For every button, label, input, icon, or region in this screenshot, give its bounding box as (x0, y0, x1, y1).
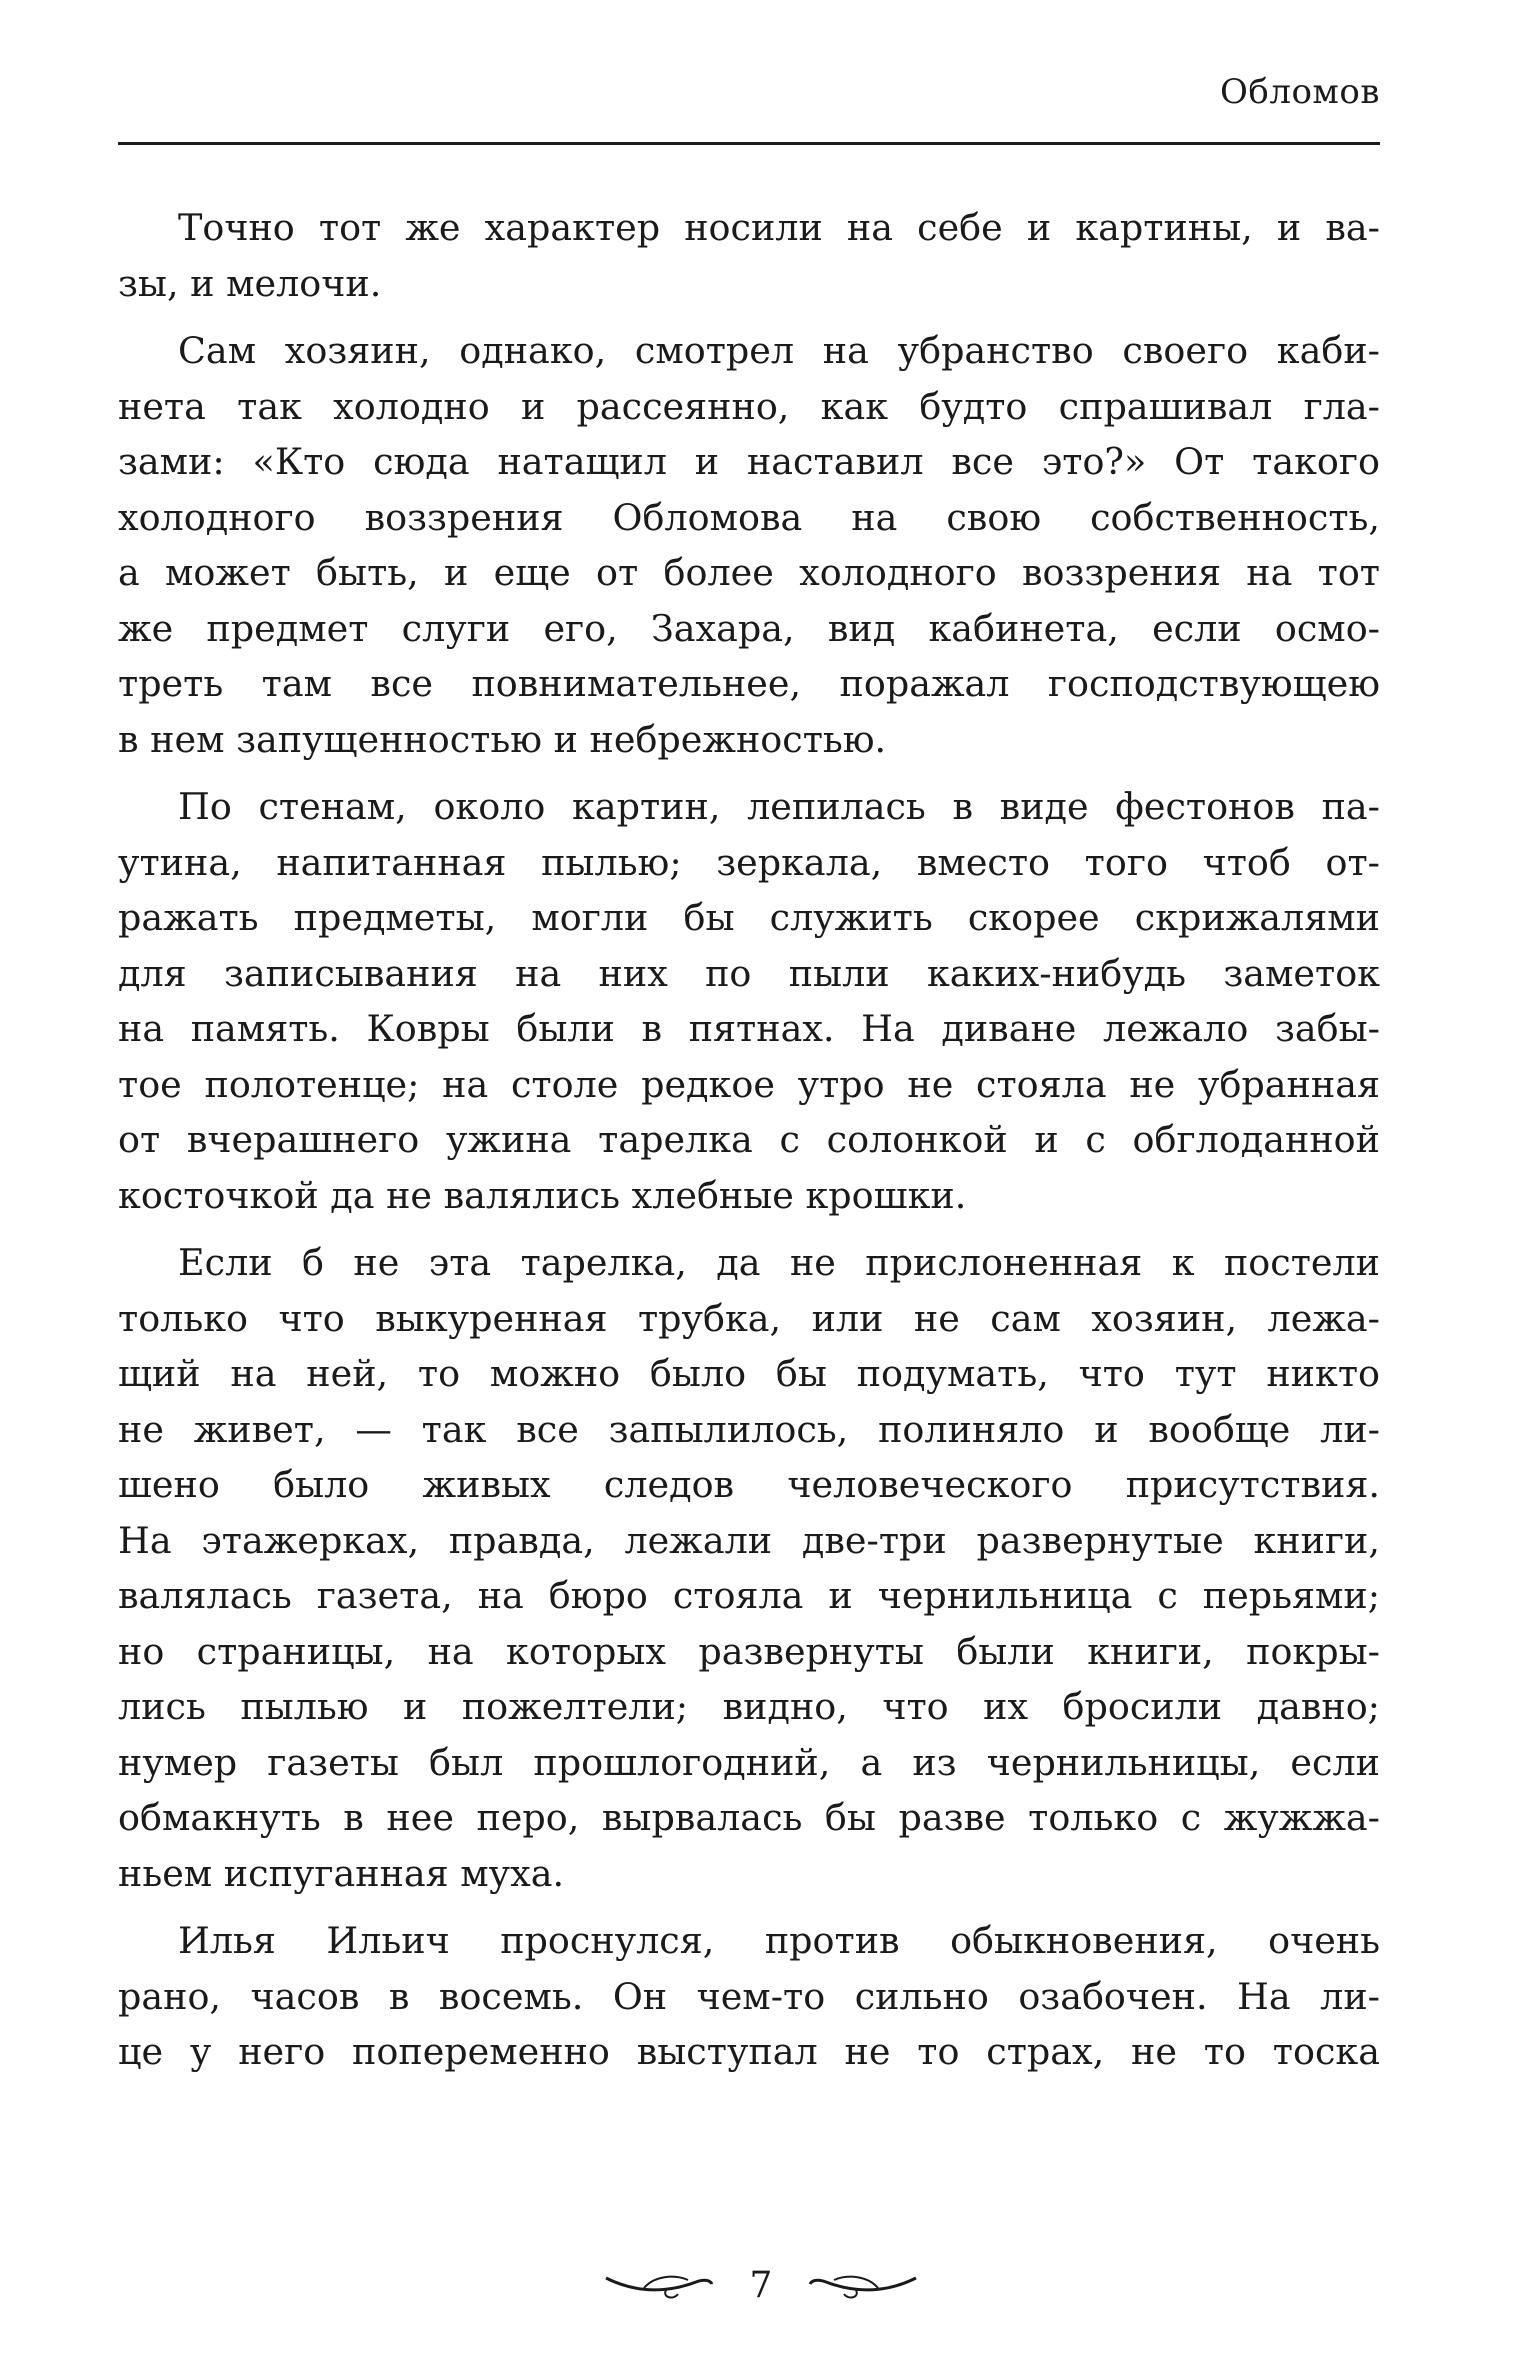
text-line: же предмет слуги его, Захара, вид кабинета, если осмо- (118, 606, 1380, 650)
flourish-left-icon (604, 2268, 714, 2302)
text-line: нета так холодно и рассеянно, как будто спрашивал гла- (118, 384, 1380, 428)
text-line: косточкой да не валялись хлебные крошки. (118, 1173, 967, 1217)
text-line: но страницы, на которых развернуты были книги, покры- (118, 1629, 1380, 1673)
paragraph-gap (118, 311, 1380, 323)
text-line: Точно тот же характер носили на себе и картины, и ва- (178, 206, 1380, 249)
flourish-right-icon (808, 2268, 918, 2302)
text-line: По стенам, около картин, лепилась в виде фестонов па- (178, 785, 1380, 828)
text-line: валялась газета, на бюро стояла и чернильница с перьями; (118, 1574, 1380, 1617)
text-line: На этажерках, правда, лежали две-три развернутые книги, (118, 1518, 1380, 1562)
text-line: для записывания на них по пыли каких-нибудь заметок (118, 951, 1380, 995)
text-line: холодного воззрения Обломова на свою собственность, (118, 495, 1380, 539)
page-number: 7 (749, 2264, 773, 2306)
text-line: ражать предметы, могли бы служить скорее скрижалями (118, 896, 1380, 939)
text-line: це у него попеременно выступал не то страх, не то тоска (118, 2030, 1380, 2073)
text-line: тое полотенце; на столе редкое утро не стояла не убранная (118, 1062, 1380, 1106)
text-line: нумер газеты был прошлогодний, а из чернильницы, если (118, 1740, 1380, 1784)
text-line: в нем запущенностью и небрежностью. (118, 717, 887, 761)
text-line: треть там все повнимательнее, поражал господствующею (118, 662, 1380, 705)
text-line: от вчерашнего ужина тарелка с солонкой и с обглоданной (118, 1118, 1380, 1161)
text-line: обмакнуть в нее перо, вырвалась бы разве только с жужжа- (118, 1796, 1380, 1839)
text-line: Сам хозяин, однако, смотрел на убранство своего каби- (178, 329, 1380, 372)
text-line: ньем испуганная муха. (118, 1851, 565, 1895)
text-line: зы, и мелочи. (118, 261, 382, 305)
text-line: щий на ней, то можно было бы подумать, что тут никто (118, 1352, 1380, 1395)
text-line: Илья Ильич проснулся, против обыкновения, очень (178, 1919, 1380, 1962)
text-line: зами: «Кто сюда натащил и наставил все это?» От такого (118, 440, 1380, 483)
text-line: утина, напитанная пылью; зеркала, вместо того чтоб от- (118, 840, 1380, 884)
paragraph-gap (118, 1901, 1380, 1913)
text-line: на память. Ковры были в пятнах. На диване лежало забы- (118, 1007, 1380, 1050)
paragraph-gap (118, 1223, 1380, 1235)
text-line: не живет, — так все запылилось, полиняло и вообще ли- (118, 1407, 1380, 1451)
running-header (118, 70, 1380, 150)
text-line: Если б не эта тарелка, да не прислоненная к постели (178, 1241, 1380, 1284)
text-line: рано, часов в восемь. Он чем-то сильно озабочен. На ли- (118, 1974, 1380, 2018)
page-footer (0, 2250, 1522, 2320)
body-text (118, 200, 1380, 2080)
header-rule (118, 142, 1380, 145)
text-line: а может быть, и еще от более холодного воззрения на тот (118, 551, 1380, 594)
paragraph-gap (118, 767, 1380, 779)
running-title: Обломов (1220, 72, 1380, 112)
text-line: шено было живых следов человеческого присутствия. (118, 1463, 1380, 1506)
text-line: только что выкуренная трубка, или не сам хозяин, лежа- (118, 1296, 1380, 1340)
text-line: лись пылью и пожелтели; видно, что их бросили давно; (118, 1685, 1380, 1728)
